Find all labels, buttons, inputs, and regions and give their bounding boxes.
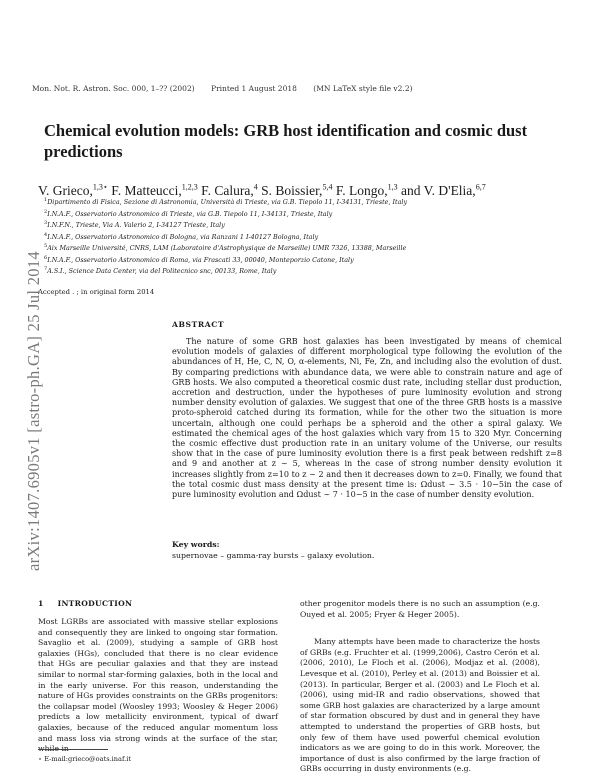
abstract-paragraph: The nature of some GRB host galaxies has been investigated by means of chemical evolution models of galaxies of different morphological type following the evolution of the abundances of H, He, C, N, O, α-elements, Ni, Fe, Zn, and including also the evolution of dust. By comparing predictions with abundance data, we were able to constrain nature and age of GRB hosts. We also computed a theoretical cosmic dust rate, including stellar dust production, accretion and destruction, under the hypotheses of pure luminosity evolution and strong number density evolution of galaxies. We suggest that one of the three GRB hosts is a massive proto-spheroid catched during its formation, while for the other two the situation is more uncertain, although one could perhaps be a spheroid and the other a spiral galaxy. We estimated the chemical ages of the host galaxies which vary from 15 to 320 Myr. Concerning the cosmic effective dust production rate in an unitary volume of the Universe, our results show that in the case of pure luminosity evolution there is a first peak between redshift z=8 and 9 and another at z ∼ 5, whereas in the case of strong number density evolution it increases slightly from z=10 to z ∼ 2 and then it decreases down to z=0. Finally, we found that the total cosmic dust mass density at the present time is: Ωdust ∼ 3.5 · 10−5in the case of pure luminosity evolution and Ωdust ∼ 7 · 10−5 in the case of number density evolution. xyxy=(172,337,562,500)
affiliation xyxy=(44,254,564,266)
body-column-right xyxy=(300,599,540,775)
affiliation xyxy=(44,208,564,220)
abstract-heading: ABSTRACT xyxy=(172,320,225,329)
affiliations xyxy=(44,196,564,277)
printed-date: Printed 1 August 2018 xyxy=(211,84,297,93)
body-paragraph: other progenitor models there is no such an assumption (e.g. Ouyed et al. 2005; Fryer & Heger 2005). xyxy=(300,599,540,619)
abstract-text xyxy=(172,337,562,500)
footnote-rule xyxy=(38,749,108,750)
body-column-left xyxy=(38,617,278,755)
affiliation xyxy=(44,231,564,243)
author-affil-marker: 1,2,3 xyxy=(181,182,198,191)
affiliation-number: 6 xyxy=(44,254,48,261)
footnote-email: ⋆ E-mail:grieco@oats.inaf.it xyxy=(38,755,132,763)
affiliation xyxy=(44,196,564,208)
section-number: 1 xyxy=(38,599,44,608)
affiliation-number: 1 xyxy=(44,197,48,203)
body-paragraph: Many attempts have been made to characterize the hosts of GRBs (e.g. Fruchter et al. (1999,2006), Castro Cerón et al. (2006, 2010), Le Floch et al. (2006), Modjaz et al. (2008), Levesque et al. (2010), Perley et al. (2013) and Boissier et al. (2013). In particular, Berger et al. (2003) and Le Floch et al. (2006), using mid-IR and radio observations, showed that some GRB host galaxies are characterized by a large amount of star formation obscured by dust and in general they have attempted to understand the properties of GRB hosts, but only few of them have used powerful chemical evolution indicators as we are going to do in this work. Moreover, the importance of dust is also confirmed by the large fraction of GRBs occurring in dusty environments (e.g. xyxy=(300,637,540,774)
section-heading xyxy=(38,599,132,608)
author-name: F. Calura, xyxy=(201,182,254,198)
author-name: V. Grieco, xyxy=(38,182,93,198)
affiliation-number: 2 xyxy=(44,208,48,215)
keywords-text: supernovae – gamma-ray bursts – galaxy evolution. xyxy=(172,551,375,560)
affiliation-text: Aix Marseille Université, CNRS, LAM (Laboratoire d'Astrophysique de Marseille) UMR 7326, 13388, Marseille xyxy=(47,244,407,253)
affiliation xyxy=(44,242,564,254)
affiliation-text: I.N.F.N., Trieste, Via A. Valerio 2, I-34127 Trieste, Italy xyxy=(47,221,225,230)
affiliation-text: A.S.I., Science Data Center, via del Politecnico snc, 00133, Rome, Italy xyxy=(47,267,277,276)
affiliation-number: 5 xyxy=(44,243,48,250)
affiliation-number: 4 xyxy=(44,231,48,238)
affiliation xyxy=(44,219,564,231)
body-paragraph: Most LGRBs are associated with massive stellar explosions and consequently they are linked to ongoing star formation. Savaglio et al. (2009), studying a sample of GRB host galaxies (HGs), concluded that there is no clear evidence that HGs are peculiar galaxies and that they are instead similar to normal star-forming galaxies, both in the local and in the early universe. For this reason, understanding the nature of HGs provides constraints on the GRBs progenitors: the collapsar model (Woosley 1993; Woosley & Heger 2006) predicts a low metallicity environment, typical of dwarf galaxies, because of the reduced angular momentum loss and mass loss via strong winds at the surface of the star, while in xyxy=(38,617,278,754)
affiliation-number: 7 xyxy=(44,266,48,273)
author-name: F. Longo, xyxy=(335,182,388,198)
affiliation-number: 3 xyxy=(44,220,48,227)
author-affil-marker: 6,7 xyxy=(475,182,486,191)
running-header xyxy=(32,84,427,93)
paper-title: Chemical evolution models: GRB host identification and cosmic dust predictions xyxy=(44,121,528,161)
accepted-line: Accepted . ; in original form 2014 xyxy=(38,288,155,296)
section-title: INTRODUCTION xyxy=(57,599,133,608)
author-affil-marker: 4 xyxy=(253,182,258,191)
arxiv-id: arXiv:1407.6905v1 [astro-ph.GA] 25 Jul 2014 xyxy=(24,251,43,571)
author-name: and V. D'Elia, xyxy=(401,182,476,198)
affiliation-text: I.N.A.F., Osservatorio Astronomico di Trieste, via G.B. Tiepolo 11, I-34131, Trieste, Italy xyxy=(47,209,333,218)
keywords-heading: Key words: xyxy=(172,540,220,549)
affiliation xyxy=(44,265,564,277)
affiliation-text: I.N.A.F., Osservatorio Astronomico di Roma, via Frascati 33, 00040, Monteporzio Catone, Italy xyxy=(47,255,354,264)
author-affil-marker: 5,4 xyxy=(322,182,333,191)
affiliation-text: I.N.A.F., Osservatorio Astronomico di Bologna, via Ranzani 1 I-40127 Bologna, Italy xyxy=(47,232,319,241)
author-affil-marker: 1,3 xyxy=(387,182,398,191)
author-affil-marker: 1,3⋆ xyxy=(92,182,108,191)
journal-citation: Mon. Not. R. Astron. Soc. 000, 1–?? (2002) xyxy=(32,84,195,93)
author-name: F. Matteucci, xyxy=(111,182,182,198)
arxiv-stamp xyxy=(0,175,43,575)
affiliation-text: Dipartimento di Fisica, Sezione di Astronomia, Università di Trieste, via G.B. Tiepolo 11, I-34131, Trieste, Italy xyxy=(47,198,408,207)
author-name: S. Boissier, xyxy=(261,182,323,198)
style-note: (MN LaTeX style file v2.2) xyxy=(313,84,413,93)
